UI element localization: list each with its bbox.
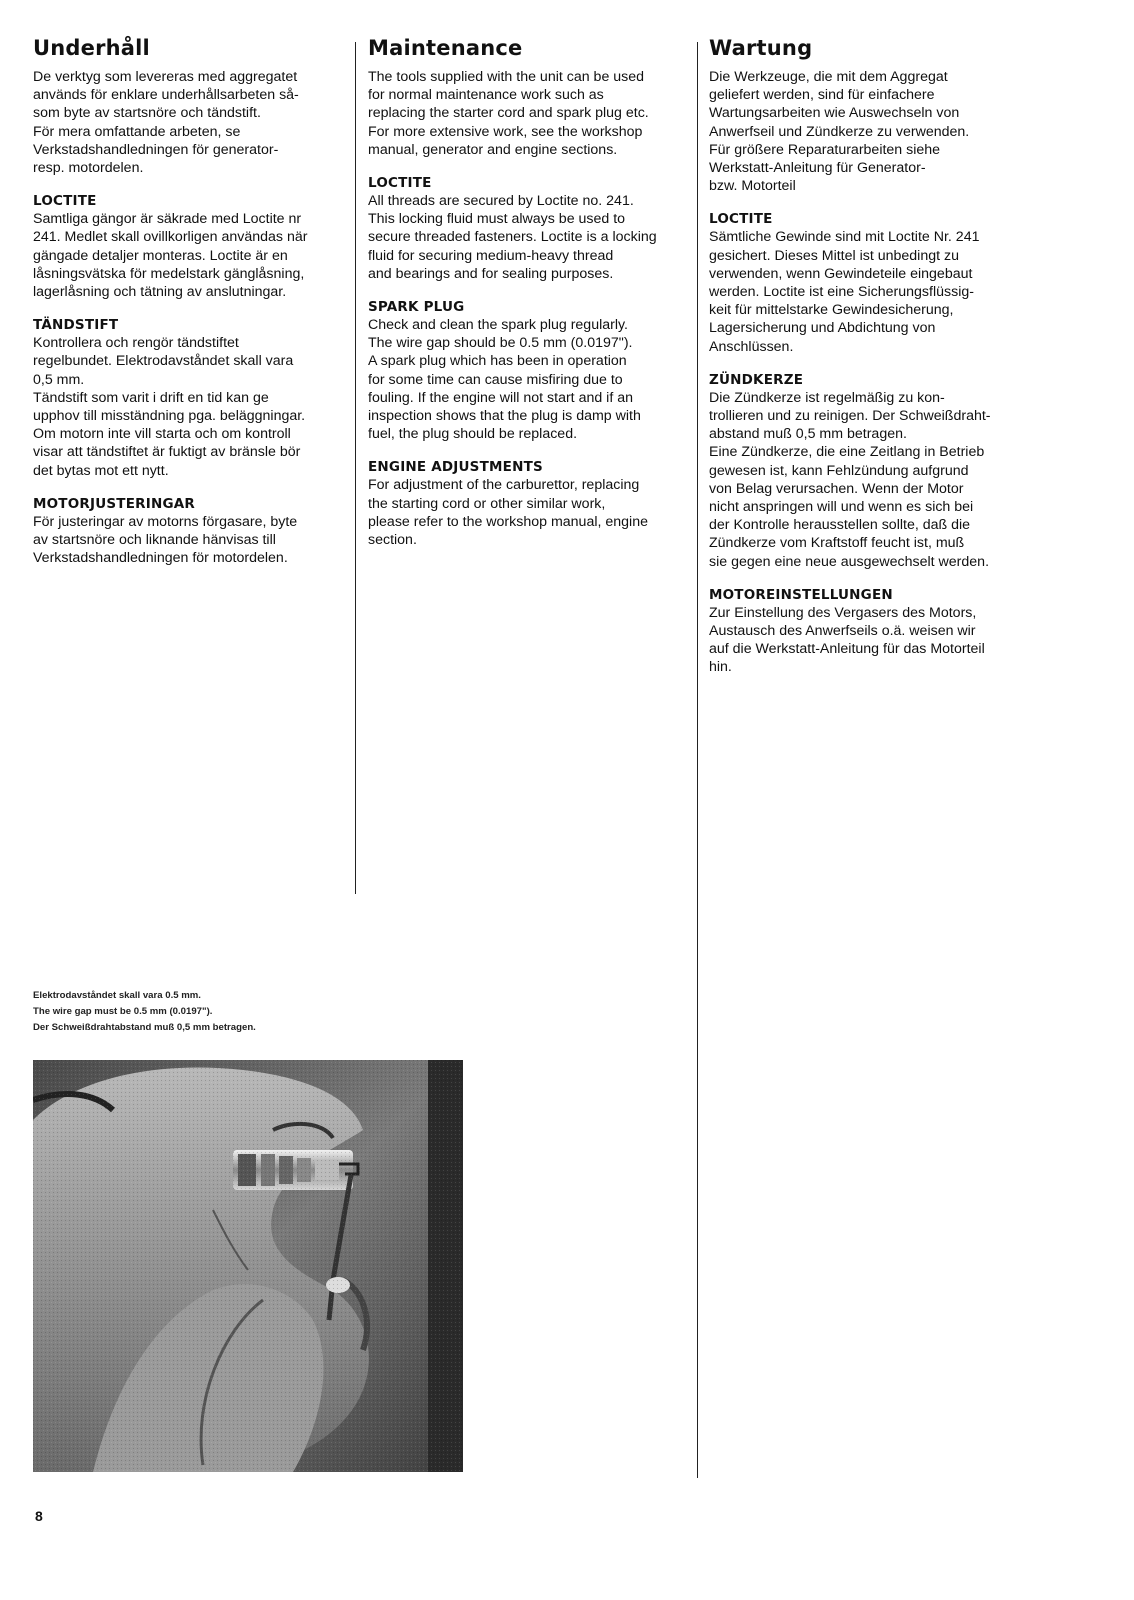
loctite-section <box>368 175 690 283</box>
intro-text: Die Werkzeuge, die mit dem Aggregat geliefert werden, sind für einfachere Wartungsarbeiten wie Auswechseln von Anwerfseil und Zündkerze zu verwenden. Für größere Reparaturarbeiten siehe Werkstatt-Anleitung für Generator- bzw. Motorteil <box>709 69 970 195</box>
section-text: For adjustment of the carburettor, replacing the starting cord or other similar work, please refer to the workshop manual, engine section. <box>368 477 648 549</box>
section-heading: MOTOREINSTELLUNGEN <box>709 586 893 603</box>
figure-caption: Elektrodavståndet skall vara 0.5 mm. The wire gap must be 0.5 mm (0.0197"). Der Schweißdrahtabstand muß 0,5 mm betragen. <box>33 990 256 1033</box>
intro-block <box>368 68 690 159</box>
column-english <box>368 30 690 565</box>
section-title: Wartung <box>709 36 813 60</box>
section-text: Sämtliche Gewinde sind mit Loctite Nr. 241 gesichert. Dieses Mittel ist unbedingt zu verwenden, wenn Gewindeteile eingebaut werden. Loctite ist eine Sicherungsflüssig- keit für mittelstarke Gewindesicherung, Lagersicherung und Abdichtung von Anschlüssen. <box>709 229 980 355</box>
column-divider <box>697 42 698 1478</box>
section-text: Die Zündkerze ist regelmäßig zu kon- trollieren und zu reinigen. Der Schweißdraht- abstand muß 0,5 mm betragen. Eine Zündkerze, die eine Zeitlang in Betrieb gewesen ist, kann Fehlzündung aufgrund von Belag verursachen. Wenn der Motor nicht anspringen will und wenn es sich bei der Kontrolle herausstellen sollte, daß die Zündkerze vom Kraftstoff feucht ist, muß sie gegen eine neue ausgewechselt werden. <box>709 389 991 570</box>
section-heading: LOCTITE <box>709 211 773 228</box>
engine-adjustments-section <box>709 587 1039 677</box>
spark-plug-section <box>368 299 690 443</box>
section-heading: TÄNDSTIFT <box>33 317 119 334</box>
section-text: För justeringar av motorns förgasare, byte av startsnöre och liknande hänvisas till Verkstadshandledningen för motordelen. <box>33 513 298 567</box>
engine-adjustments-section <box>368 459 690 549</box>
column-german <box>709 30 1039 693</box>
intro-block <box>709 68 1039 195</box>
section-text: Samtliga gängor är säkrade med Loctite nr 241. Medlet skall ovillkorligen användas när gängade detaljer monteras. Loctite är en låsningsvätska för medelstark gänglåsning, lagerlåsning och tätning av anslutningar. <box>33 211 308 301</box>
section-heading: ENGINE ADJUSTMENTS <box>368 459 543 476</box>
section-title: Underhåll <box>33 36 150 60</box>
section-text: All threads are secured by Loctite no. 241. This locking fluid must always be used to secure threaded fasteners. Loctite is a locking fluid for securing medium-heavy thread and bearings and for sealing purposes. <box>368 193 657 282</box>
section-title: Maintenance <box>368 36 523 60</box>
engine-adjustments-section <box>33 496 353 568</box>
section-text: Check and clean the spark plug regularly. The wire gap should be 0.5 mm (0.0197"). A spark plug which has been in operation for some time can cause misfiring due to fouling. If the engine will not start and if an inspection shows that the plug is damp with fuel, the plug should be replaced. <box>368 317 641 443</box>
section-text: Zur Einstellung des Vergasers des Motors, Austausch des Anwerfseils o.ä. weisen wir auf die Werkstatt-Anleitung für das Motorteil hin. <box>709 604 985 676</box>
section-text: Kontrollera och rengör tändstiftet regelbundet. Elektrodavståndet skall vara 0,5 mm. Tändstift som varit i drift en tid kan ge upphov till misständning pga. beläggningar. Om motorn inte vill starta och om kontroll visar att tändstiftet är fuktigt av bränsle bör det bytas mot ett nytt. <box>33 335 306 479</box>
spark-plug-gap-photo <box>33 1060 463 1472</box>
intro-text: De verktyg som levereras med aggregatet används för enklare underhållsarbeten så- som byte av startsnöre och tändstift. För mera omfattande arbeten, se Verkstadshandledningen för generator- resp. motordelen. <box>33 69 299 177</box>
section-heading: MOTORJUSTERINGAR <box>33 495 195 512</box>
intro-block <box>33 68 353 177</box>
section-heading: LOCTITE <box>33 193 97 210</box>
spark-plug-section <box>709 372 1039 571</box>
loctite-section <box>709 211 1039 355</box>
column-divider <box>355 42 356 894</box>
page-number: 8 <box>35 1508 43 1524</box>
section-heading: LOCTITE <box>368 175 432 192</box>
section-heading: ZÜNDKERZE <box>709 371 804 388</box>
loctite-section <box>33 193 353 301</box>
intro-text: The tools supplied with the unit can be used for normal maintenance work such as replacing the starter cord and spark plug etc. For more extensive work, see the workshop manual, generator and engine sections. <box>368 69 649 158</box>
column-swedish <box>33 30 353 583</box>
spark-plug-section <box>33 317 353 480</box>
section-heading: SPARK PLUG <box>368 299 465 316</box>
